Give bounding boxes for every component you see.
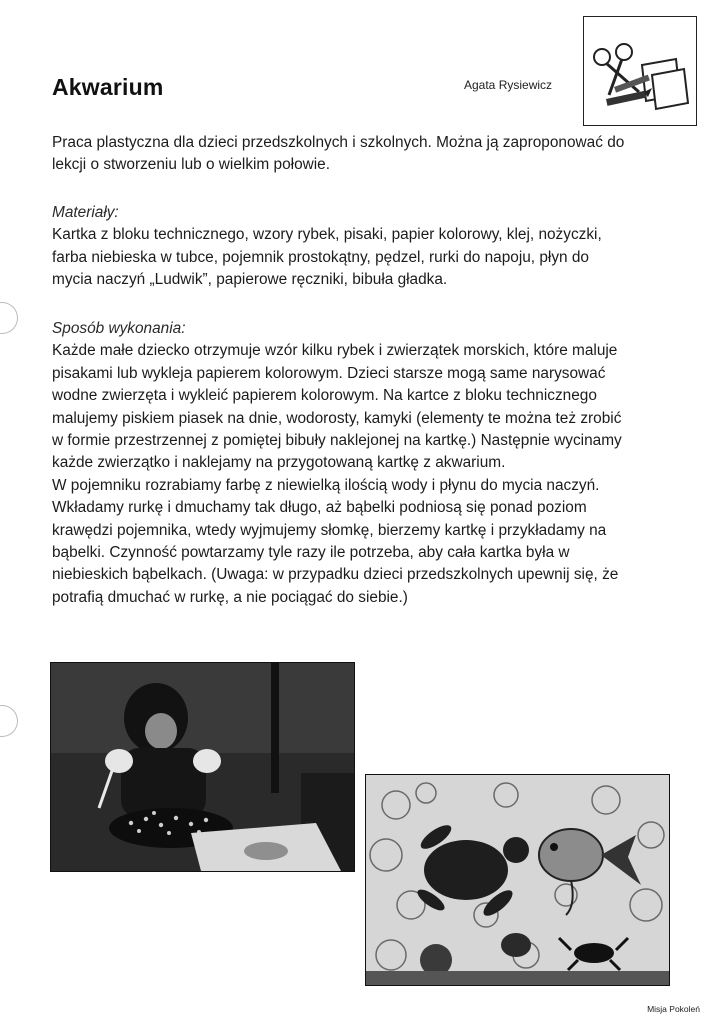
child-painting-photo — [50, 662, 355, 872]
materials-section — [52, 202, 662, 292]
bubble-aquarium-artwork-photo — [365, 774, 670, 986]
intro-paragraph — [52, 132, 662, 177]
materials-heading: Materiały: — [52, 204, 119, 221]
author-name: Agata Rysiewicz — [464, 78, 553, 92]
punch-hole-bottom — [0, 705, 18, 737]
intro-text: Praca plastyczna dla dzieci przedszkolnych i szkolnych. Można ją zaproponować do lekcji o stworzeniu lub o wielkim połowie. — [52, 134, 625, 174]
footer-credit: Misja Pokoleń — [647, 1004, 700, 1014]
method-section — [52, 318, 662, 609]
scissors-paper-crayons-icon — [584, 17, 696, 125]
page-title: Akwarium — [52, 74, 164, 100]
logo-box — [583, 16, 697, 126]
method-heading: Sposób wykonania: — [52, 320, 186, 337]
punch-hole-top — [0, 302, 18, 334]
materials-text: Kartka z bloku technicznego, wzory rybek, pisaki, papier kolorowy, klej, nożyczki, farba niebieska w tubce, pojemnik prostokątny, pędzel, rurki do napoju, płyn do mycia naczyń „Ludwik”, papierowe ręczniki, bibuła gładka. — [52, 226, 602, 289]
method-text: Każde małe dziecko otrzymuje wzór kilku rybek i zwierzątek morskich, które maluje pisakami lub wykleja papierem kolorowym. Dzieci starsze mogą same narysować wodne zwierzęta i wykleić papierem kolorowym. Na kartce z bloku technicznego malujemy piskiem piasek na dnie, wodorosty, kamyki (elementy te można też zrobić w formie przestrzennej z pomiętej bibuły naklejonej na kartkę.) Następnie wycinamy każde zwierzątko i naklejamy na przygotowaną kartkę z akwarium. W pojemniku rozrabiamy farbę z niewielką ilością wody i płynu do mycia naczyń. Wkładamy rurkę i dmuchamy tak długo, aż bąbelki podniosą się ponad poziom krawędzi pojemnika, wtedy wyjmujemy słomkę, bierzemy kartkę i przykładamy na bąbelki. Czynność powtarzamy tyle razy ile potrzeba, aby cała kartka była w niebieskich bąbelkach. (Uwaga: w przypadku dzieci przedszkolnych upewnij się, że potrafią dmuchać w rurkę, a nie pociągać do siebie.) — [52, 342, 622, 606]
